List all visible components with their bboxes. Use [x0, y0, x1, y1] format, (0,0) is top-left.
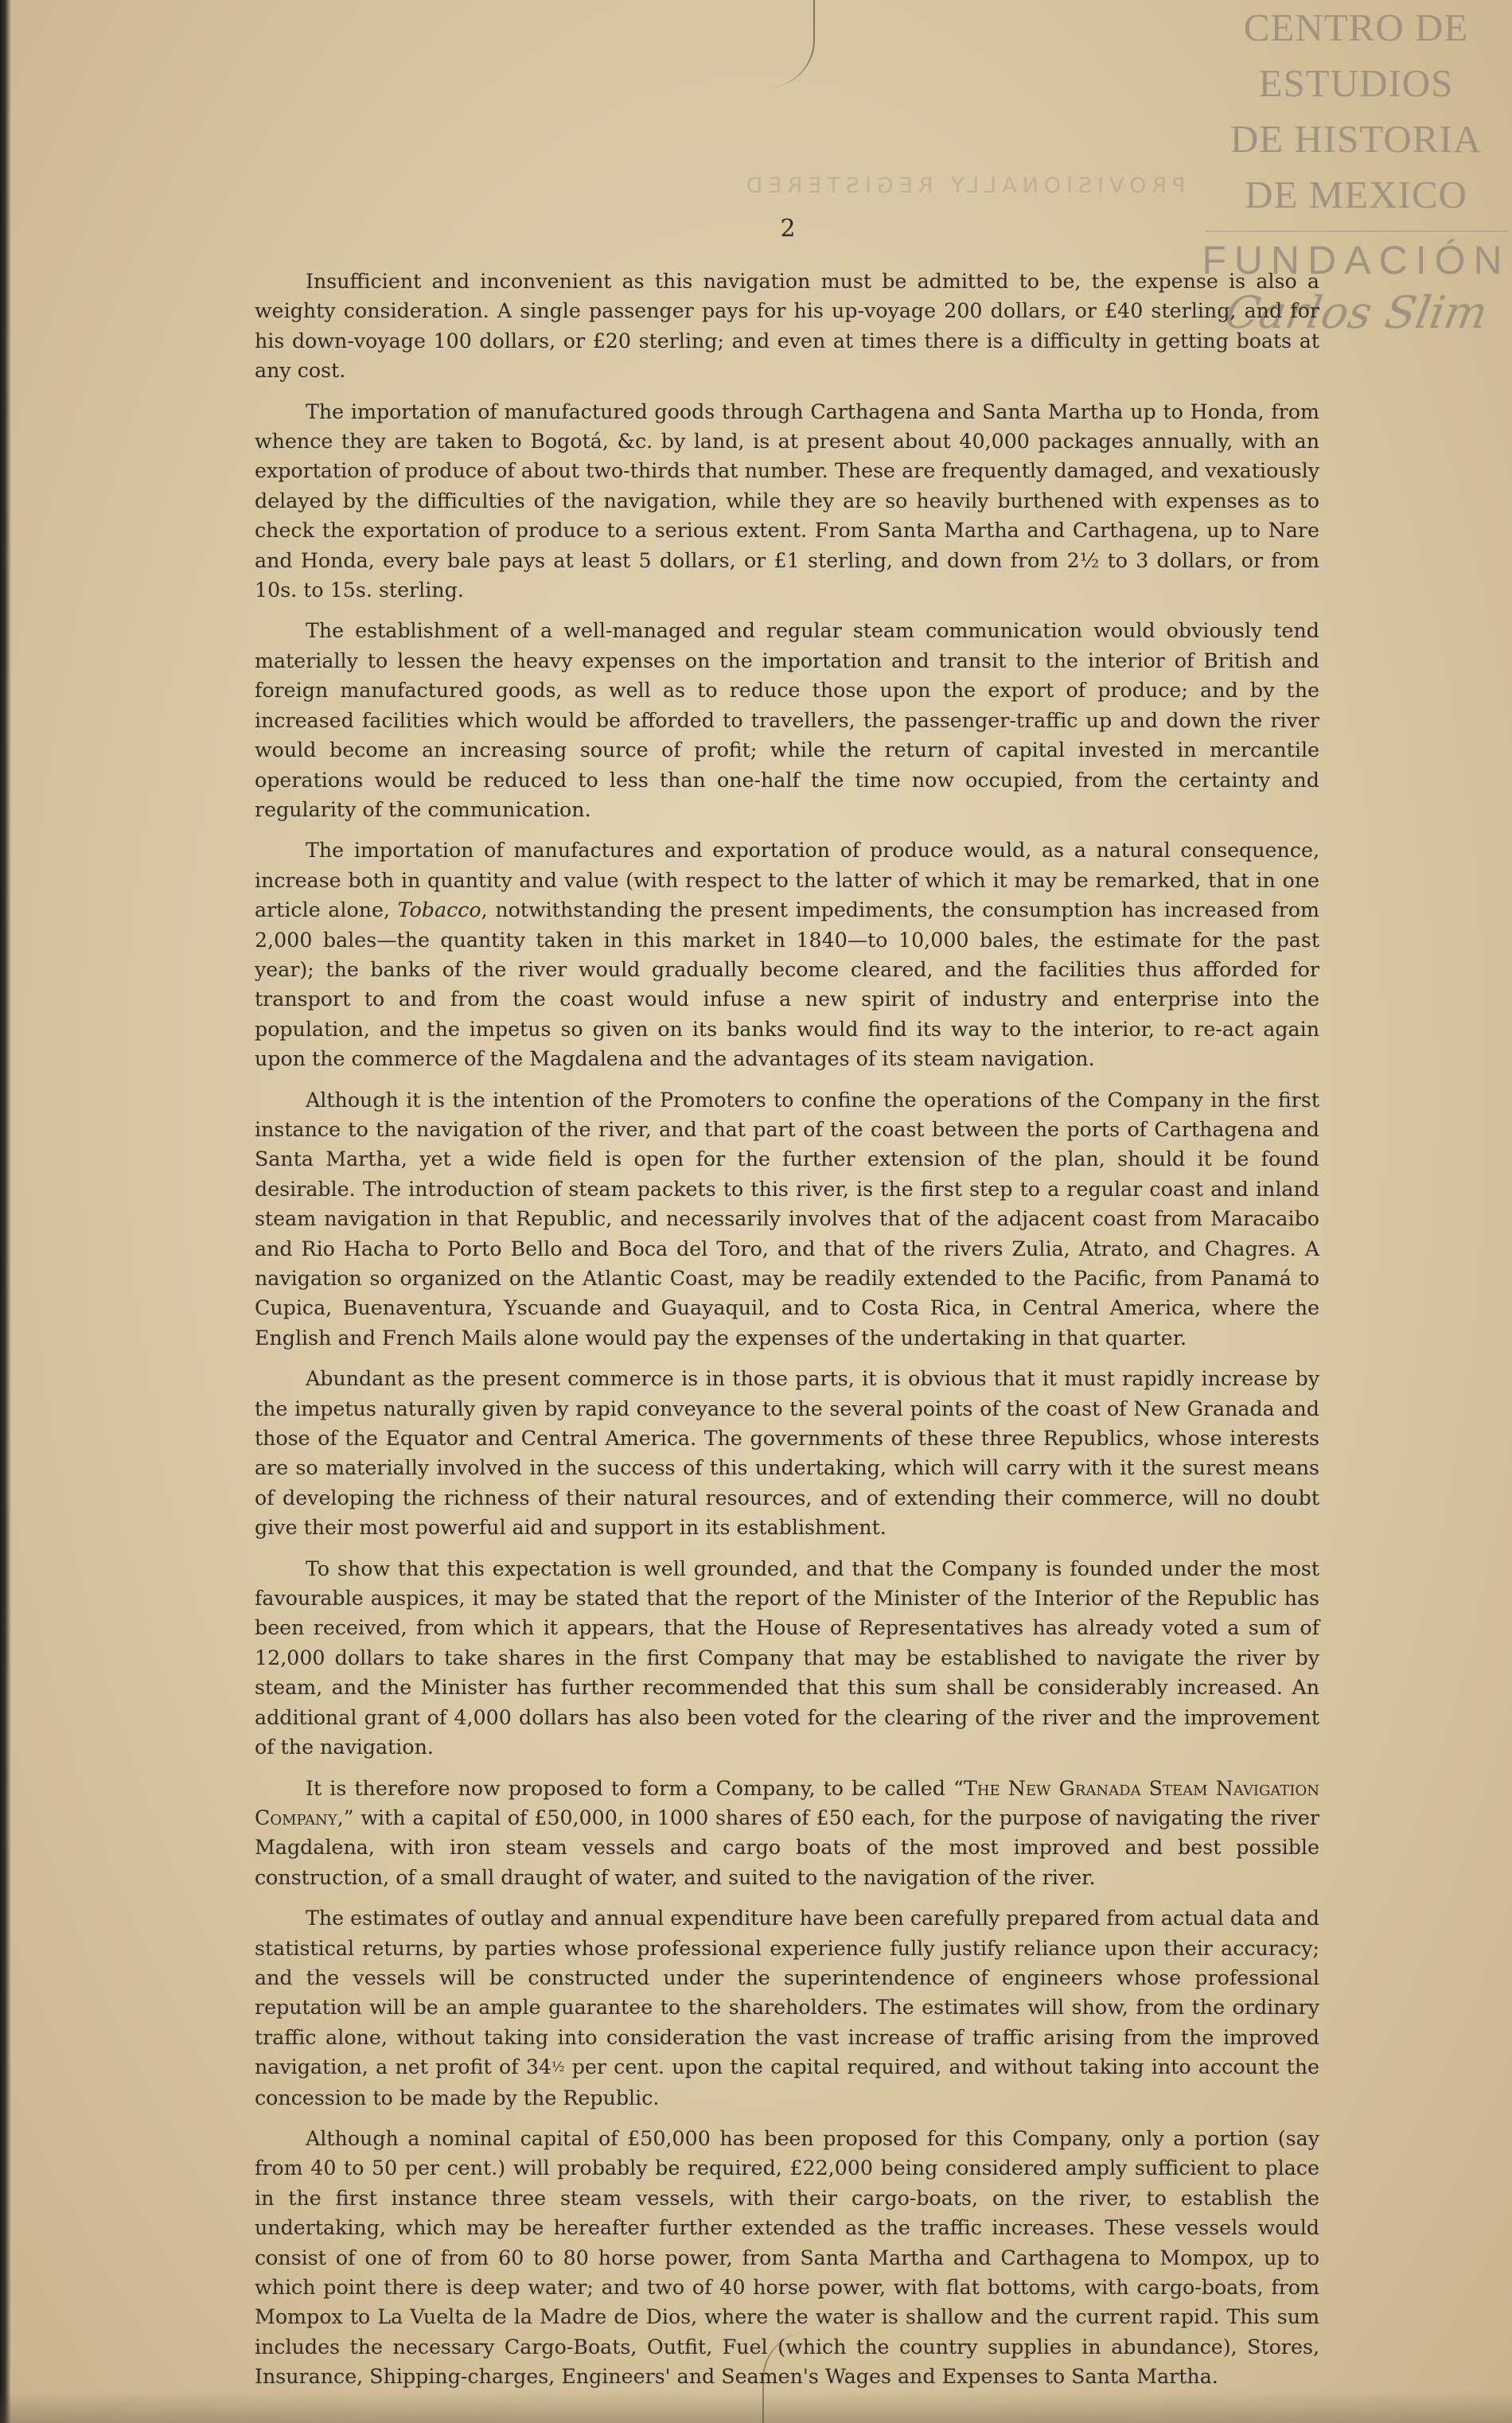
- company-name: The New Granada Steam Navigation Company: [255, 1776, 1320, 1829]
- paragraph-3: The establishment of a well-managed and regular steam communication would obviously tend materially to lessen the heavy expenses on the importation and transit to the interior of British and foreign manufactured goods, as well as to reduce those upon the export of produce; and by the increased facilities which would be afforded to travellers, the passenger-traffic up and down the river would become an increasing source of profit; while the return of capital invested in mercantile operations would be reduced to less than one-half the time now occupied, from the certainty and regularity of the communication.: [255, 619, 1319, 821]
- bleed-through-text: PROVISIONALLY REGISTERED: [740, 173, 1186, 198]
- paragraph-9: [255, 1903, 1319, 2113]
- paragraph-8: [255, 1774, 1319, 1893]
- paragraph-7: To show that this expectation is well grounded, and that the Company is founded under the most favourable auspices, it may be stated that the report of the Minister of the Interior of the Republic has been received, from which it appears, that the House of Representatives has already voted a sum of 12,000 dollars to take shares in the first Company that may be established to navigate the river by steam, and the Minister has further recommended that this sum shall be considerably increased. An additional grant of 4,000 dollars has also been voted for the clearing of the river and the improvement of the navigation.: [255, 1556, 1319, 1759]
- watermark-rule: [1205, 231, 1507, 232]
- paragraph-9-part-1: The estimates of outlay and annual expenditure have been carefully prepared from actual data and statistical returns, by parties whose professional experience fully justify reliance upon their accuracy; and the vessels will be constructed under the superintendence of engineers whose professional reputation will be an ample guarantee to the shareholders. The estimates will show, from the ordinary traffic alone, without taking into consideration the vast increase of traffic arising from the improved navigation, a net profit of: [255, 1907, 1319, 2079]
- paragraph-4-part-2: , notwithstanding the present impediments, the consumption has increased from 2,000 bales—the quantity taken in this market in 1840—to 10,000 bales, the estimate for the past year); the banks of the river would gradually become cleared, and the facilities thus afforded for transport to and from the coast would infuse a new spirit of industry and enterprise into the population, and the impetus so given on its banks would find its way to the interior, to re-act again upon the commerce of the Magdalena and the advantages of its steam navigation.: [255, 898, 1319, 1071]
- watermark-foundation: FUNDACIÓN: [1202, 238, 1510, 282]
- watermark-signature: Carlos Slim: [1221, 287, 1492, 339]
- paragraph-8-part-1: It is therefore now proposed to form a Company, to be called “: [306, 1776, 964, 1800]
- paragraph-10: Although a nominal capital of £50,000 has been proposed for this Company, only a portion (say from 40 to 50 per cent.) will probably be required, £22,000 being considered amply sufficient to place in the first instance three steam vessels, with their cargo-boats, on the river, to establish the undertaking, which may be hereafter further extended as the traffic increases. These vessels would consist of one of from 60 to 80 horse power, from Santa Martha and Carthagena to Mompox, up to which point there is deep water; and two of 40 horse power, with flat bottoms, with cargo-boats, from Mompox to La Vuelta de la Madre de Dios, where the water is shallow and the current rapid. This sum includes the necessary Cargo-Boats, Outfit, Fuel (which the country supplies in abundance), Stores, Insurance, Shipping-charges, Engineers' and Seamen's Wages and Expenses to Santa Martha.: [255, 2126, 1319, 2389]
- paragraph-4-part-1: The importation of manufactures and exportation of produce would, as a natural consequence, increase both in quantity and value (with respect to the latter of which it may be remarked, that in one article alone,: [255, 839, 1319, 922]
- net-profit-whole: 34: [525, 2055, 552, 2079]
- torn-left-edge: [0, 0, 11, 2423]
- paragraph-5: Although it is the intention of the Promoters to confine the operations of the Company in the first instance to the navigation of the river, and that part of the coast between the ports of Carthagena and Santa Martha, yet a wide field is open for the further extension of the plan, should it be found desirable. The introduction of steam packets to this river, is the first step to a regular coast and inland steam navigation in that Republic, and necessarily involves that of the adjacent coast from Maracaibo and Rio Hacha to Porto Bello and Boca del Toro, and that of the rivers Zulia, Atrato, and Chagres. A navigation so organized on the Atlantic Coast, may be readily extended to the Pacific, from Panamá to Cupica, Buenaventura, Yscuande and Guayaquil, and to Costa Rica, in Central America, where the English and French Mails alone would pay the expenses of the undertaking in that quarter.: [255, 1088, 1319, 1350]
- paragraph-4: [255, 836, 1319, 1073]
- paragraph-2: The importation of manufactured goods through Carthagena and Santa Martha up to Honda, from whence they are taken to Bogotá, &c. by land, is at present about 40,000 packages annually, with an exportation of produce of about two-thirds that number. These are frequently damaged, and vexatiously delayed by the difficulties of the navigation, while they are so heavily burthened with expenses as to check the exportation of produce to a serious extent. From Santa Martha and Carthagena, up to Nare and Honda, every bale pays at least 5 dollars, or £1 sterling, and down from 2½ to 3 dollars, or from 10s. to 15s. sterling.: [255, 399, 1319, 602]
- watermark-line-3: DE HISTORIA: [1229, 117, 1483, 161]
- watermark-line-2: ESTUDIOS: [1258, 61, 1454, 105]
- page-number: 2: [780, 215, 796, 243]
- paragraph-6: Abundant as the present commerce is in those parts, it is obvious that it must rapidly increase by the impetus naturally given by rapid conveyance to the several points of the coast of New Granada and those of the Equator and Central America. The governments of these three Republics, whose interests are so materially involved in the success of this undertaking, which will carry with it the surest means of developing the richness of their natural resources, and of extending their commerce, will no doubt give their most powerful aid and support in its establishment.: [255, 1367, 1319, 1540]
- net-profit-fraction: ½: [551, 2059, 565, 2076]
- paragraph-8-part-2: ,” with a capital of £50,000, in 1000 shares of £50 each, for the purpose of navigating the river Magdalena, with iron steam vessels and cargo boats of the most improved and best possible construction, of a small draught of water, and suited to the navigation of the river.: [255, 1806, 1319, 1889]
- watermark-line-4: DE MEXICO: [1245, 173, 1467, 216]
- paper-fold-top: [758, 0, 815, 88]
- tobacco-emphasis: Tobacco: [397, 898, 481, 922]
- watermark-line-1: CENTRO DE: [1243, 6, 1469, 49]
- paragraph-9-part-2: per cent. upon the capital required, and without taking into account the concession to be made by the Republic.: [255, 2055, 1319, 2109]
- document-body: [255, 267, 1319, 2403]
- paragraph-1: Insufficient and inconvenient as this navigation must be admitted to be, the expense is also a weighty consideration. A single passenger pays for his up-voyage 200 dollars, or £40 sterling, and for his down-voyage 100 dollars, or £20 sterling; and even at times there is a difficulty in getting boats at any cost.: [255, 270, 1319, 383]
